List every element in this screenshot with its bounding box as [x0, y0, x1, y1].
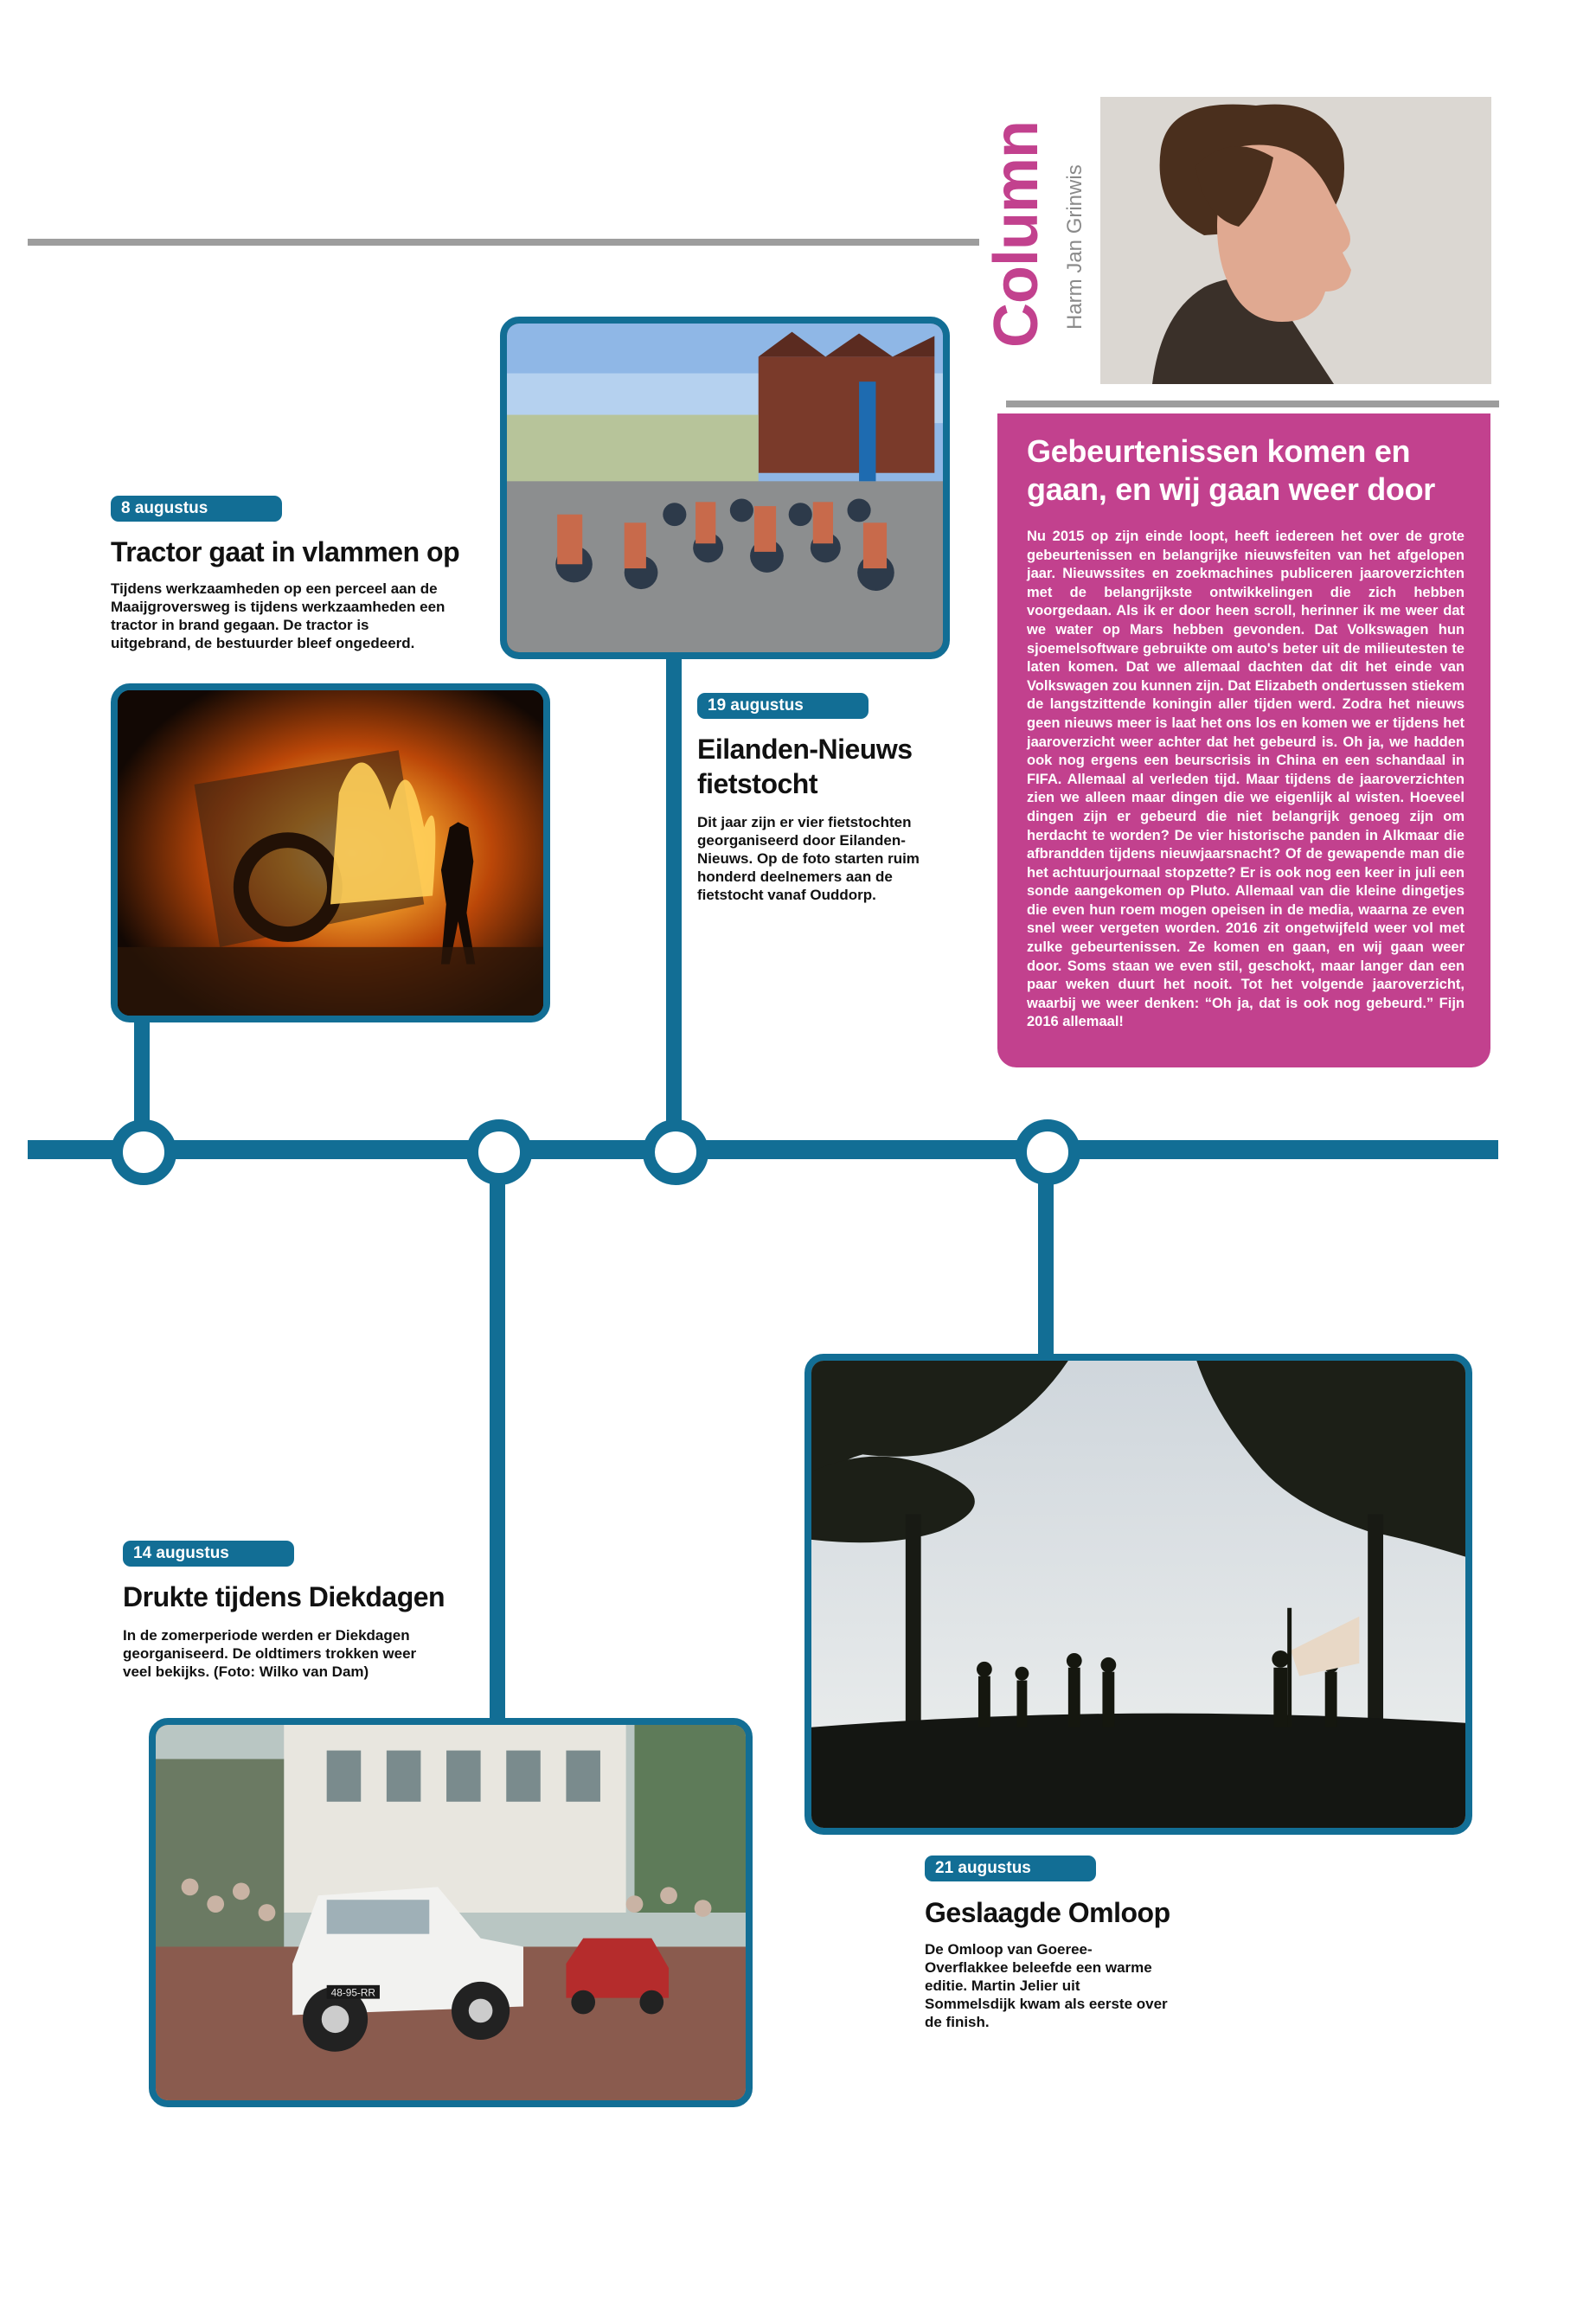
author-portrait: [1100, 97, 1491, 384]
date-badge: 19 augustus: [697, 693, 869, 719]
column-body: Nu 2015 op zijn einde loopt, heeft iedereen het over de grote gebeurtenissen en belangrijke nieuwsfeiten van het afgelopen jaar. Nieuwssites en zoekmachines publiceren jaaroverzichten met de belangrijkste ontwikkelingen die zich hebben voorgedaan. Als ik er door heen scroll, herinner ik me weer dat we water op Mars hebben gevonden. Dat Volkswagen hun sjoemelsoftware gebruikte om auto's beter uit de milieutesten te laten komen. Dat we allemaal dachten dat dit het einde van Volkswagen zou kunnen zijn. Dat Elizabeth ondertussen stiekem de langstzittende koningin aller tijden werd. Zodra het nieuws geen nieuws meer is laat het ons los en komen we er tijdens het jaaroverzicht weer achter dat het gebeurd is. Oh ja, we hadden ook nog ergens een beurscrisis in China en een schandaal in FIFA. Allemaal al verleden tijd. Maar tijdens de jaaroverzichten zien we alleen maar dingen die we eigenlijk al wisten. Hoeveel dingen zijn er gebeurd die niet belangrijk genoeg zijn om herdacht te worden? De vier historische panden in Alkmaar die afbrandden tijdens nieuwjaarsnacht? Of de gewapende man die het achtuurjournaal stopzette? Er is ook nog een keer in juli een sonde aangekomen op Pluto. Allemaal van die kleine dingetjes die even hun roem mogen opeisen in de media, waarna ze even snel weer vergeten worden. 2016 zit ongetwijfeld weer vol met zulke gebeurtenissen. Ze komen en gaan, en wij gaan weer door. Soms staan we even stil, geschokt, maar langer dan een paar weken duurt het nooit. Tot het volgende jaaroverzicht, waarbij we weer denken: “Oh ja, dat is ook nog gebeurd.” Fijn 2016 allemaal!: [1027, 529, 1465, 1030]
date-badge: 14 augustus: [123, 1541, 294, 1567]
event-title: Drukte tijdens Diekdagen: [123, 1581, 445, 1612]
event-body: Dit jaar zijn er vier fietstochten georganiseerd door Eilanden-Nieuws. Op de foto starten ruim honderd deelnemers aan de fietstocht vanaf Ouddorp.: [697, 814, 920, 903]
event-body: Tijdens werkzaamheden op een perceel aan de Maaijgroversweg is tijdens werkzaamheden een tractor in brand gegaan. De tractor is uitgebrand, de bestuurder bleef ongedeerd.: [111, 580, 445, 651]
column-box: [997, 413, 1490, 1067]
license-plate-text: 48-95-RR: [330, 1986, 375, 1999]
event-title: Eilanden-Nieuws fietstocht: [697, 734, 913, 799]
timeline-connector-14aug: [490, 1155, 505, 1721]
tractor-fire-photo: [111, 683, 550, 1022]
event-title: Geslaagde Omloop: [925, 1897, 1170, 1928]
timeline-connector-19aug: [666, 651, 682, 1144]
event-body: De Omloop van Goeree-Overflakkee beleefde een warme editie. Martin Jelier uit Sommelsdijk kwam als eerste over de finish.: [925, 1941, 1168, 2030]
column-author: Harm Jan Grinwis: [1063, 164, 1086, 330]
column-divider-rule: [1006, 401, 1499, 407]
omloop-walkers-photo: [804, 1354, 1472, 1835]
bike-tour-photo: [500, 317, 950, 659]
timeline-node-8aug: [111, 1119, 176, 1185]
timeline-connector-21aug: [1038, 1155, 1054, 1358]
oldtimer-photo: [149, 1718, 753, 2107]
timeline-axis: [28, 1140, 1498, 1159]
event-body: In de zomerperiode werden er Diekdagen georganiseerd. De oldtimers trokken weer veel bekijks. (Foto: Wilko van Dam): [123, 1627, 417, 1680]
timeline-node-14aug: [466, 1119, 532, 1185]
column-label: Column: [982, 121, 1051, 348]
event-title: Tractor gaat in vlammen op: [111, 536, 460, 567]
column-title: Gebeurtenissen komen en gaan, en wij gaan weer door: [1027, 433, 1436, 507]
top-divider-rule: [28, 239, 979, 246]
date-badge: 8 augustus: [111, 496, 282, 522]
timeline-node-19aug: [643, 1119, 708, 1185]
date-badge: 21 augustus: [925, 1856, 1096, 1881]
timeline-node-21aug: [1015, 1119, 1080, 1185]
